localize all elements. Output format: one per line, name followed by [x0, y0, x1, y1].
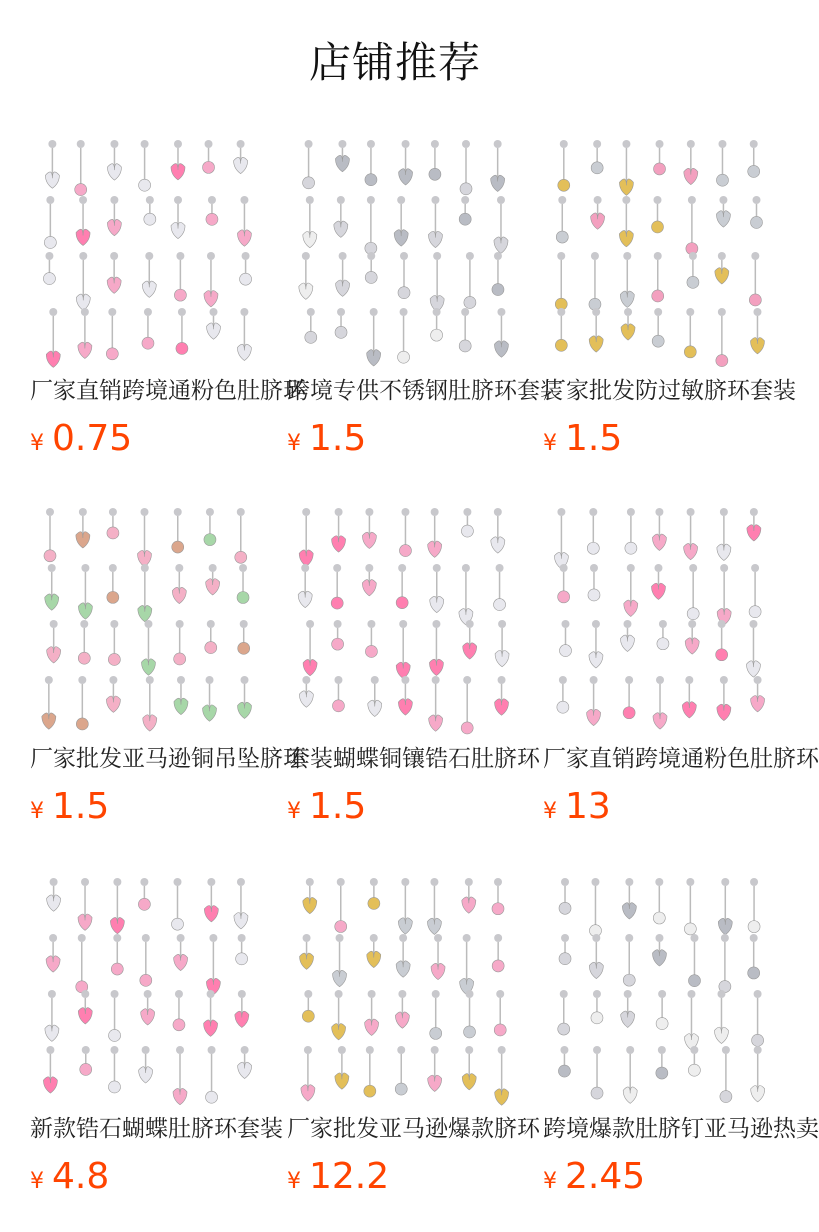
product-name[interactable]: 厂家批发亚马逊铜吊坠脐环 — [30, 746, 306, 772]
currency-symbol: ¥ — [543, 799, 557, 824]
product-image[interactable] — [287, 498, 523, 734]
price-amount: 4.8 — [52, 1156, 110, 1197]
product-price — [287, 786, 527, 827]
product-name[interactable]: 厂家直销跨境通粉色肚脐环 — [543, 746, 819, 772]
product-price — [543, 786, 783, 827]
page-title: 店铺推荐 — [308, 38, 481, 87]
price-amount: 12.2 — [309, 1156, 390, 1197]
product-name[interactable]: 跨境专供不锈钢肚脐环套装 — [287, 378, 563, 404]
product-image[interactable] — [543, 498, 779, 734]
product-price — [287, 1156, 527, 1197]
price-amount: 0.75 — [52, 418, 133, 459]
product-price — [30, 786, 270, 827]
currency-symbol: ¥ — [30, 431, 44, 456]
product-image[interactable] — [543, 130, 779, 366]
product-price — [30, 1156, 270, 1197]
currency-symbol: ¥ — [287, 799, 301, 824]
product-image[interactable] — [287, 868, 523, 1104]
product-card[interactable] — [30, 868, 283, 1197]
currency-symbol: ¥ — [543, 431, 557, 456]
product-price — [543, 1156, 783, 1197]
product-image[interactable] — [287, 130, 523, 366]
product-name[interactable]: 跨境爆款肚脐钉亚马逊热卖 — [543, 1116, 819, 1142]
price-amount: 1.5 — [309, 418, 367, 459]
price-amount: 1.5 — [565, 418, 623, 459]
product-card[interactable] — [543, 130, 796, 459]
product-card[interactable] — [287, 868, 540, 1197]
price-amount: 1.5 — [309, 786, 367, 827]
price-amount: 2.45 — [565, 1156, 646, 1197]
product-name[interactable]: 厂家批发亚马逊爆款脐环 — [287, 1116, 540, 1142]
product-card[interactable] — [30, 498, 306, 827]
product-name[interactable]: 厂家直销跨境通粉色肚脐环 — [30, 378, 306, 404]
currency-symbol: ¥ — [30, 1169, 44, 1194]
product-price — [30, 418, 270, 459]
product-card[interactable] — [287, 498, 540, 827]
product-price — [543, 418, 783, 459]
product-card[interactable] — [543, 498, 819, 827]
product-image[interactable] — [30, 868, 266, 1104]
product-card[interactable] — [30, 130, 306, 459]
price-amount: 1.5 — [52, 786, 110, 827]
product-price — [287, 418, 527, 459]
currency-symbol: ¥ — [543, 1169, 557, 1194]
product-name[interactable]: 新款锆石蝴蝶肚脐环套装 — [30, 1116, 283, 1142]
product-name[interactable]: 套装蝴蝶铜镶锆石肚脐环 — [287, 746, 540, 772]
price-amount: 13 — [565, 786, 611, 827]
product-image[interactable] — [30, 130, 266, 366]
product-image[interactable] — [30, 498, 266, 734]
product-name[interactable]: 厂家批发防过敏脐环套装 — [543, 378, 796, 404]
currency-symbol: ¥ — [30, 799, 44, 824]
currency-symbol: ¥ — [287, 431, 301, 456]
product-card[interactable] — [543, 868, 819, 1197]
header — [0, 0, 790, 120]
currency-symbol: ¥ — [287, 1169, 301, 1194]
product-image[interactable] — [543, 868, 779, 1104]
product-card[interactable] — [287, 130, 563, 459]
